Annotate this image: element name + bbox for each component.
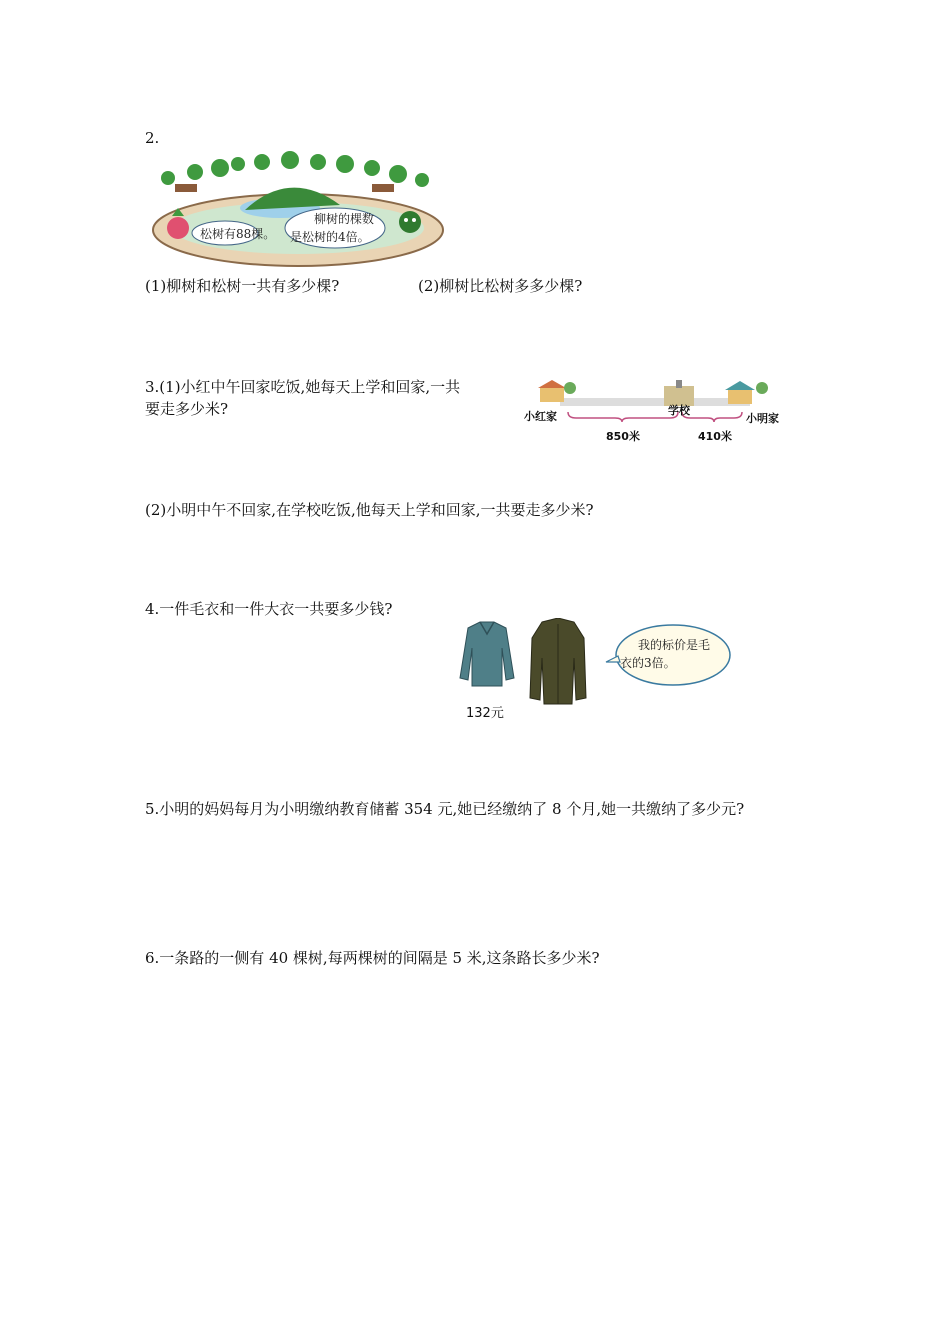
question-2-number: 2. <box>145 129 160 147</box>
coat-bubble-line2: 衣的3倍。 <box>620 656 676 670</box>
xiaohong-home-label: 小红家 <box>524 410 557 423</box>
clothing-illustration <box>448 618 738 723</box>
park-illustration <box>150 150 450 270</box>
xiaoming-house-icon <box>725 381 768 404</box>
xiaoming-home-label: 小明家 <box>746 412 779 425</box>
question-5-text: 5.小明的妈妈每月为小明缴纳教育储蓄 354 元,她已经缴纳了 8 个月,她一共缴纳了多少元? <box>145 800 745 818</box>
willow-bubble-line2: 是松树的4倍。 <box>290 230 370 244</box>
distance-410-label: 410米 <box>698 430 732 443</box>
school-label: 学校 <box>668 404 690 417</box>
question-3-line1: 3.(1)小红中午回家吃饭,她每天上学和回家,一共 <box>145 378 461 396</box>
vegetable-character-icon <box>399 211 421 233</box>
distance-850-label: 850米 <box>606 430 640 443</box>
willow-bubble-line1: 柳树的棵数 <box>314 212 375 226</box>
question-4-text: 4.一件毛衣和一件大衣一共要多少钱? <box>145 600 393 618</box>
pine-bubble-text: 松树有88棵。 <box>200 227 276 241</box>
coat-icon <box>530 618 586 704</box>
question-2-sub1: (1)柳树和松树一共有多少棵? <box>145 277 340 295</box>
question-3-sub2: (2)小明中午不回家,在学校吃饭,他每天上学和回家,一共要走多少米? <box>145 501 594 519</box>
question-3-line2: 要走多少米? <box>145 400 229 418</box>
sweater-icon <box>460 622 514 686</box>
coat-bubble-line1: 我的标价是毛 <box>638 638 711 652</box>
route-map <box>520 378 790 448</box>
sweater-price: 132元 <box>466 706 504 721</box>
question-2-sub2: (2)柳树比松树多多少棵? <box>418 277 583 295</box>
question-6-text: 6.一条路的一侧有 40 棵树,每两棵树的间隔是 5 米,这条路长多少米? <box>145 949 600 967</box>
